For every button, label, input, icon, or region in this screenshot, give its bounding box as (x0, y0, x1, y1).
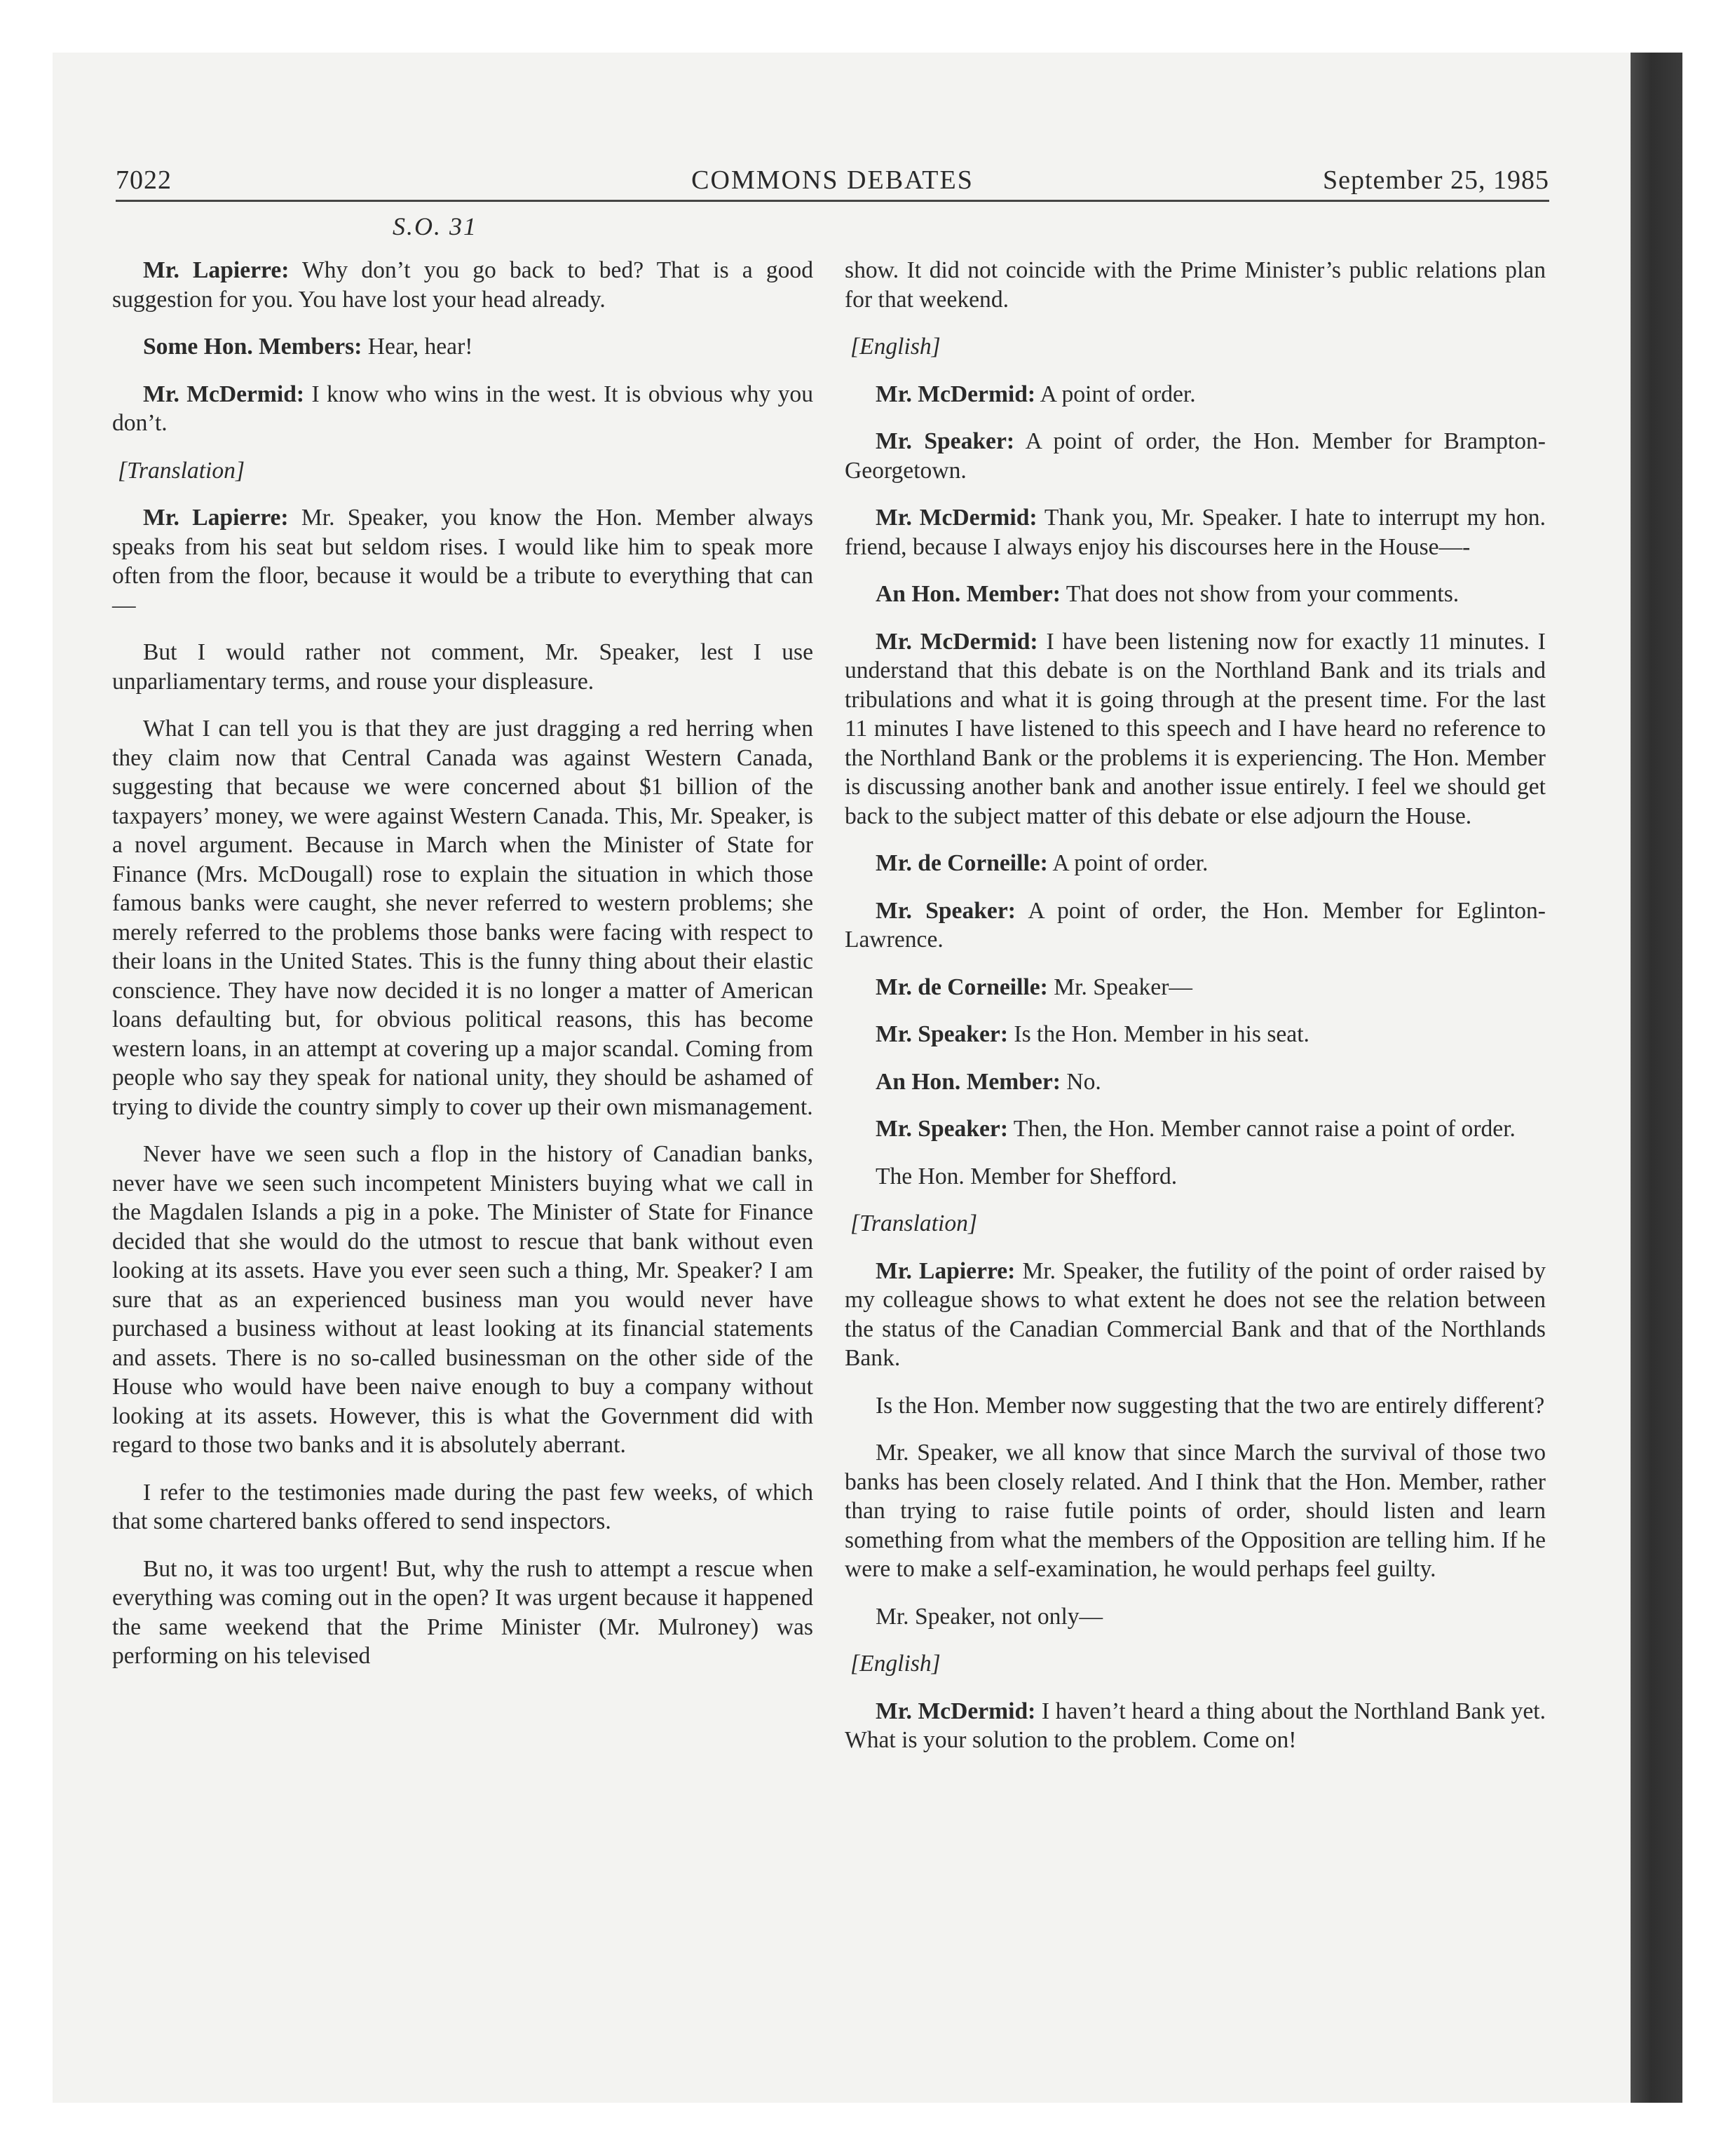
running-title: COMMONS DEBATES (691, 165, 974, 195)
paragraph-text: A point of order. (1035, 381, 1196, 407)
speaker-name: Mr. Speaker: (876, 428, 1015, 454)
page-number: 7022 (116, 165, 172, 195)
paragraph-text: Mr. Speaker, we all know that since March the survival of those two banks has been closely related. And I think that the Hon. Member, rather than trying to raise futile points of order, should listen and learn something from what the members of the Opposition are telling him. If he were to make a self-examination, he would perhaps feel guilty. (845, 1440, 1546, 1582)
paragraph (845, 1067, 1546, 1097)
speaker-name: Mr. Speaker: (876, 1116, 1009, 1142)
paragraph-text: What I can tell you is that they are just dragging a red herring when they claim now that Central Canada was against Western Canada, suggesting that because we were concerned about $1 billion of the taxpayers’ money, we were against Western Canada. This, Mr. Speaker, is a novel argument. Because in March when the Minister of State for Finance (Mrs. McDougall) rose to explain the situation in which those famous banks were caught, she never referred to western problems; she merely referred to the problems those banks were facing with respect to their loans in the United States. This is the funny thing about their elastic conscience. They have now decided it is no longer a matter of American loans defaulting but, for obvious political reasons, this has become western loans, in an attempt at covering up a major scandal. Coming from people who say they speak for national unity, they should be ashamed of trying to divide the country simply to cover up their own mismanagement. (112, 716, 813, 1120)
paragraph (845, 627, 1546, 831)
paragraph (112, 332, 813, 362)
left-column (112, 256, 813, 1689)
speaker-name: Mr. McDermid: (876, 628, 1038, 655)
paragraph-text: The Hon. Member for Shefford. (876, 1163, 1178, 1189)
paragraph (845, 1257, 1546, 1373)
scanner-edge-shadow (1631, 53, 1682, 2103)
paragraph (845, 256, 1546, 314)
paragraph-text: I haven’t heard a thing about the Northland Bank yet. What is your solution to the problem. Come on! (845, 1698, 1546, 1753)
paragraph (845, 1602, 1546, 1632)
paragraph-text: Mr. Speaker— (1047, 974, 1192, 1000)
paragraph (112, 1140, 813, 1460)
paragraph (845, 503, 1546, 561)
section-label: S.O. 31 (393, 212, 477, 240)
paragraph (112, 503, 813, 620)
speaker-name: Mr. de Corneille: (876, 974, 1048, 1000)
speaker-name: Mr. Speaker: (876, 1021, 1009, 1047)
paragraph-text: Mr. Speaker, not only— (876, 1603, 1103, 1630)
paragraph (845, 1391, 1546, 1421)
paragraph (845, 849, 1546, 878)
paragraph-text: Then, the Hon. Member cannot raise a point of order. (1008, 1116, 1516, 1142)
speaker-name: Mr. McDermid: (143, 381, 305, 407)
speaker-name: Some Hon. Members: (143, 334, 362, 360)
language-tag: [Translation] (118, 457, 245, 484)
paragraph-text: Is the Hon. Member now suggesting that the two are entirely different? (876, 1392, 1545, 1419)
paragraph (845, 580, 1546, 609)
paragraph-text: A point of order. (1047, 850, 1209, 876)
paragraph-text: A point of order, the Hon. Member for Brampton-Georgetown. (845, 428, 1546, 484)
paragraph-text: Mr. Speaker, the futility of the point of order raised by my colleague shows to what extent he does not see the relation between the status of the Canadian Commercial Bank and that of the Northlands Bank. (845, 1257, 1546, 1371)
paragraph-text: I have been listening now for exactly 11 minutes. I understand that this debate is on the Northland Bank and its trials and tribulations and what it is going through at the present time. For the last 11 minutes I have listened to this speech and I have heard no reference to the Northland Bank or the problems it is experiencing. The Hon. Member is discussing another bank and another issue entirely. I feel we should get back to the subject matter of this debate or else adjourn the House. (845, 628, 1546, 829)
paragraph (845, 1162, 1546, 1192)
paragraph (845, 1020, 1546, 1049)
paragraph-text: That does not show from your comments. (1060, 581, 1460, 607)
speaker-name: Mr. Lapierre: (143, 257, 290, 283)
paragraph-text: Mr. Speaker, you know the Hon. Member always speaks from his seat but seldom rises. I would like him to speak more often from the floor, because it would be a tribute to everything that can— (112, 505, 813, 618)
paragraph-text: Is the Hon. Member in his seat. (1008, 1021, 1309, 1047)
paragraph-text: Thank you, Mr. Speaker. I hate to interrupt my hon. friend, because I always enjoy his discourses here in the House—- (845, 505, 1546, 560)
paragraph-text: Hear, hear! (362, 334, 473, 360)
speaker-name: Mr. McDermid: (876, 381, 1036, 407)
speaker-name: Mr. Speaker: (876, 897, 1016, 924)
paragraph (112, 1478, 813, 1536)
language-tag: [English] (850, 334, 941, 360)
speaker-name: Mr. Lapierre: (143, 505, 289, 531)
right-column (845, 256, 1546, 1773)
paragraph (845, 427, 1546, 485)
paragraph-text: A point of order, the Hon. Member for Eglinton-Lawrence. (845, 897, 1546, 953)
paragraph (112, 714, 813, 1121)
paragraph-text: I know who wins in the west. It is obvious why you don’t. (112, 381, 813, 436)
paragraph (112, 638, 813, 696)
paragraph-text: Why don’t you go back to bed? That is a good suggestion for you. You have lost your head already. (112, 257, 813, 313)
paragraph (845, 1114, 1546, 1144)
speaker-name: An Hon. Member: (876, 581, 1061, 607)
paragraph (845, 380, 1546, 409)
paragraph-text: But I would rather not comment, Mr. Speaker, lest I use unparliamentary terms, and rouse your displeasure. (112, 639, 813, 695)
speaker-name: Mr. McDermid: (876, 1698, 1036, 1724)
speaker-name: An Hon. Member: (876, 1068, 1061, 1095)
language-tag: [Translation] (850, 1210, 978, 1236)
paragraph (845, 1697, 1546, 1755)
speaker-name: Mr. McDermid: (876, 505, 1037, 531)
paragraph (845, 973, 1546, 1002)
paragraph-text: But no, it was too urgent! But, why the rush to attempt a rescue when everything was coming out in the open? It was urgent because it happened the same weekend that the Prime Minister (Mr. Mulroney) was performing on his televised (112, 1555, 813, 1669)
page-date: September 25, 1985 (1322, 165, 1549, 195)
paragraph (845, 1438, 1546, 1584)
page-header (116, 161, 1549, 202)
paragraph-text: Never have we seen such a flop in the history of Canadian banks, never have we seen such incompetent Ministers buying what we call in the Magdalen Islands a pig in a poke. The Minister of State for Finance decided that she would do the utmost to rescue that bank without even looking at its assets. Have you ever seen such a thing, Mr. Speaker? I am sure that as an experienced business man you would never have purchased a business without at least looking at its financial statements and assets. There is no so-called businessman on the other side of the House who would have been naive enough to buy a company without looking at its assets. However, this is what the Government did with regard to those two banks and it is absolutely aberrant. (112, 1141, 813, 1458)
paragraph (112, 256, 813, 314)
paragraph (845, 896, 1546, 955)
paragraph-text: No. (1060, 1068, 1101, 1095)
speaker-name: Mr. Lapierre: (876, 1257, 1016, 1284)
language-tag: [English] (850, 1651, 941, 1677)
speaker-name: Mr. de Corneille: (876, 850, 1048, 876)
paragraph (112, 380, 813, 438)
paragraph-text: show. It did not coincide with the Prime Minister’s public relations plan for that weekend. (845, 257, 1546, 313)
paragraph-text: I refer to the testimonies made during the past few weeks, of which that some chartered banks offered to send inspectors. (112, 1479, 813, 1534)
paragraph (112, 1555, 813, 1671)
